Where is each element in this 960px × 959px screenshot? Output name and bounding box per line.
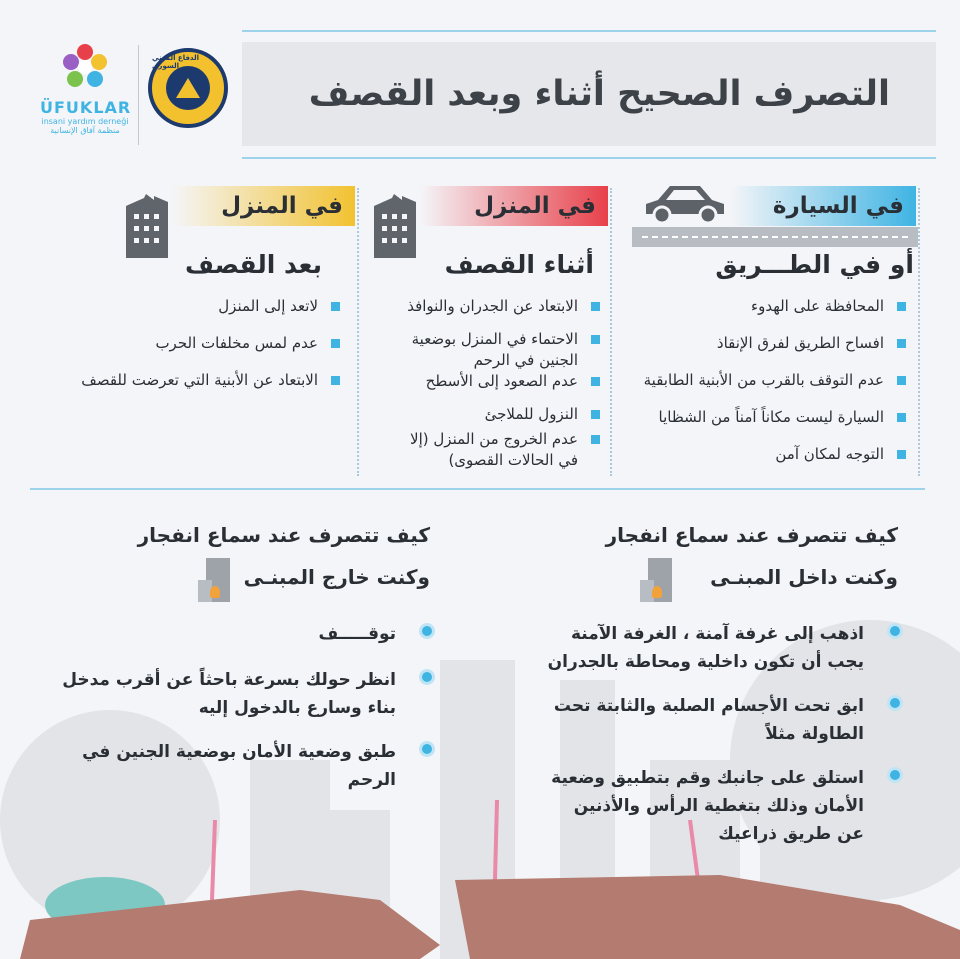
ufuklar-flower-icon xyxy=(58,40,112,94)
tag-in-car: في السيارة xyxy=(730,186,916,226)
list-item: عدم لمس مخلفات الحرب xyxy=(28,333,348,354)
list-item: انظر حولك بسرعة باحثاً عن أقرب مدخل بناء وسارع بالدخول إليه xyxy=(54,666,436,722)
ufuklar-subtitle: insani yardım derneği xyxy=(41,117,129,126)
ufuklar-name: ÜFUKLAR xyxy=(40,98,132,117)
outside-heading-line2: وكنت خارج المبنـى xyxy=(243,565,430,589)
street-lamp xyxy=(495,800,497,880)
civil-defense-logo xyxy=(148,48,228,128)
list-item: المحافظة على الهدوء xyxy=(614,296,914,317)
list-item: ابق تحت الأجسام الصلبة والثابتة تحت الطاولة مثلاً xyxy=(544,692,904,748)
car-icon xyxy=(642,182,728,226)
after-list xyxy=(28,296,348,391)
heading-after-bombing: بعد القصف xyxy=(185,250,322,279)
outside-list xyxy=(54,620,436,794)
damaged-building-icon xyxy=(198,558,232,604)
logo-divider xyxy=(138,45,139,145)
list-item: الابتعاد عن الجدران والنوافذ xyxy=(386,296,608,317)
damaged-building-icon xyxy=(640,558,674,604)
list-item: عدم التوقف بالقرب من الأبنية الطابقية xyxy=(614,370,914,391)
list-item: التوجه لمكان آمن xyxy=(614,444,914,465)
heading-during-bombing: أثناء القصف xyxy=(444,250,594,279)
list-item: السيارة ليست مكاناً آمناً من الشظايا xyxy=(614,407,914,428)
list-item: افساح الطريق لفرق الإنقاذ xyxy=(614,333,914,354)
list-item: عدم الخروج من المنزل (إلا في الحالات القصوى) xyxy=(386,429,608,471)
inside-heading-line2: وكنت داخل المبنـى xyxy=(710,565,898,589)
list-item: استلق على جانبك وقم بتطبيق وضعية الأمان وذلك بتغطية الرأس والأذنين عن طريق ذراعيك xyxy=(544,764,904,848)
list-item: طبق وضعية الأمان بوضعية الجنين في الرحم xyxy=(54,738,436,794)
building-icon xyxy=(124,192,170,258)
page-title: التصرف الصحيح أثناء وبعد القصف xyxy=(308,74,890,114)
during-list xyxy=(386,296,608,471)
list-item: لاتعد إلى المنزل xyxy=(28,296,348,317)
list-item: عدم الصعود إلى الأسطح xyxy=(386,371,608,392)
heading-on-road: أو في الطـــريق xyxy=(715,250,914,279)
list-item: توقـــــف xyxy=(54,620,436,648)
tag-at-home-during: في المنزل xyxy=(420,186,608,226)
header-divider xyxy=(242,157,936,159)
inside-heading-line1: كيف تتصرف عند سماع انفجار xyxy=(605,523,898,547)
column-separator xyxy=(357,188,359,476)
list-item: الاحتماء في المنزل بوضعية الجنين في الرحم xyxy=(386,329,608,371)
tag-at-home-after: في المنزل xyxy=(172,186,355,226)
list-item: اذهب إلى غرفة آمنة ، الغرفة الآمنة يجب أن تكون داخلية ومحاطة بالجدران xyxy=(544,620,904,676)
outside-heading-line1: كيف تتصرف عند سماع انفجار xyxy=(137,523,430,547)
middle-divider xyxy=(30,488,925,490)
ufuklar-arabic: منظمة آفاق الإنسانية xyxy=(50,126,120,135)
inside-list xyxy=(544,620,904,848)
road xyxy=(632,227,918,247)
ufuklar-logo xyxy=(40,40,130,150)
list-item: الابتعاد عن الأبنية التي تعرضت للقصف xyxy=(28,370,348,391)
column-separator xyxy=(610,188,612,476)
building-icon xyxy=(372,192,418,258)
civil-defense-name: الدفاع المدني السوري xyxy=(152,54,199,70)
triangle-icon xyxy=(176,78,200,98)
car-list xyxy=(614,296,914,465)
list-item: النزول للملاجئ xyxy=(386,404,608,425)
column-separator xyxy=(918,188,920,476)
top-divider xyxy=(242,30,936,32)
